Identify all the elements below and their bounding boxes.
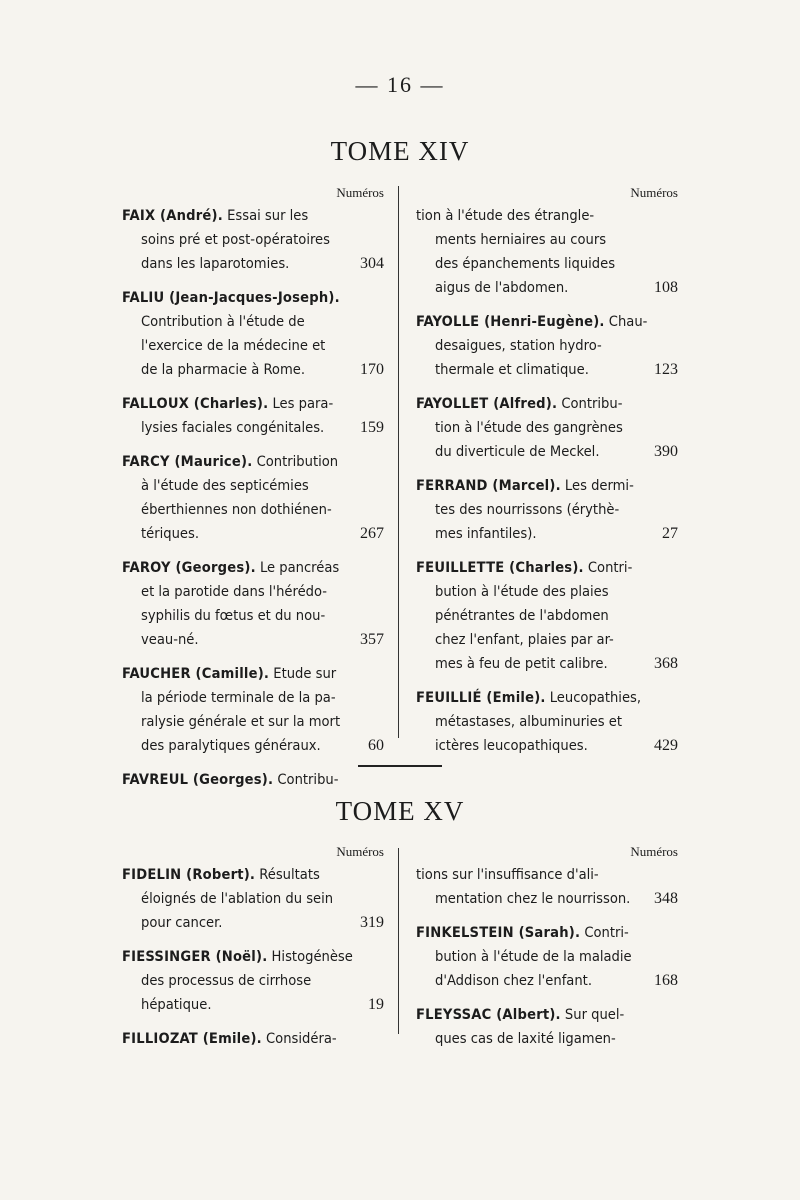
entry-text: Etude sur: [269, 665, 337, 682]
entry-text: ictères leucopathiques.: [435, 737, 588, 754]
entry-text: à l'étude des septicémies: [141, 477, 309, 494]
entry-line: [416, 358, 678, 382]
entry-heading: [122, 768, 338, 792]
entry-text: Contribu-: [557, 395, 623, 412]
entry-text: de la pharmacie à Rome.: [141, 361, 305, 378]
entry-line: [122, 416, 384, 440]
entry-line: [416, 628, 678, 652]
index-entry: [416, 921, 678, 993]
entry-text: l'exercice de la médecine et: [141, 337, 326, 354]
entry-text: Contri-: [580, 924, 629, 941]
entry-line: [122, 863, 384, 887]
thesis-number: 108: [654, 279, 678, 296]
entry-text: thermale et climatique.: [435, 361, 589, 378]
column-divider: [398, 186, 399, 738]
entry-heading: [416, 474, 634, 498]
entry-line: [416, 276, 678, 300]
entry-text: hépatique.: [141, 996, 212, 1013]
entry-text: des processus de cirrhose: [141, 972, 312, 989]
entry-text: et la parotide dans l'hérédo-: [141, 583, 328, 600]
entry-heading: [416, 686, 641, 710]
author-name: FEUILLIÉ (Emile).: [416, 689, 546, 706]
entry-line: [122, 286, 384, 310]
entry-heading: [122, 662, 336, 686]
author-name: FIESSINGER (Noël).: [122, 948, 268, 965]
entry-heading: [122, 204, 308, 228]
entry-text: bution à l'étude des plaies: [435, 583, 609, 600]
index-entry: [122, 768, 384, 792]
entry-text: dans les laparotomies.: [141, 255, 290, 272]
entry-line: [122, 522, 384, 546]
entry-text: Sur quel-: [560, 1006, 625, 1023]
entry-line: [416, 522, 678, 546]
entry-text: ques cas de laxité ligamen-: [435, 1030, 616, 1047]
tome-xiv-right-column: [416, 184, 678, 768]
entry-line: [122, 710, 384, 734]
entry-line: [416, 1027, 678, 1051]
entry-text: éloignés de l'ablation du sein: [141, 890, 334, 907]
tome-xv-title: TOME XV: [335, 796, 465, 826]
index-entry: [416, 204, 678, 300]
author-name: FEUILLETTE (Charles).: [416, 559, 584, 576]
entry-text: Considéra-: [261, 1030, 337, 1047]
entry-line: [122, 450, 384, 474]
entry-line: [122, 768, 384, 792]
entry-heading: [416, 392, 622, 416]
entry-line: [416, 1003, 678, 1027]
entry-heading: [122, 1027, 337, 1051]
entry-text: Essai sur les: [222, 207, 309, 224]
entry-line: [122, 734, 384, 758]
entry-line: [122, 604, 384, 628]
author-name: FAYOLLET (Alfred).: [416, 395, 558, 412]
entry-heading: [416, 310, 647, 334]
thesis-number: 19: [368, 996, 384, 1013]
entry-text: Les dermi-: [560, 477, 634, 494]
entry-text: tion à l'étude des étrangle-: [416, 207, 595, 224]
entry-line: [122, 686, 384, 710]
numeros-header: Numéros: [336, 185, 384, 200]
author-name: FLEYSSAC (Albert).: [416, 1006, 561, 1023]
entry-text: pour cancer.: [141, 914, 223, 931]
entry-text: Contribution à l'étude de: [141, 313, 305, 330]
thesis-number: 348: [654, 890, 678, 907]
entry-text: pénétrantes de l'abdomen: [435, 607, 609, 624]
thesis-number: 429: [654, 737, 678, 754]
entry-text: desaigues, station hydro-: [435, 337, 602, 354]
author-name: FARCY (Maurice).: [122, 453, 253, 470]
entry-line: [122, 662, 384, 686]
page-number: — 16 —: [355, 72, 445, 97]
index-entry: [416, 1003, 678, 1051]
entry-line: [416, 686, 678, 710]
entry-text: veau-né.: [141, 631, 199, 648]
entry-line: [416, 710, 678, 734]
entry-line: [416, 887, 678, 911]
entry-text: aigus de l'abdomen.: [435, 279, 569, 296]
entry-text: lysies faciales congénitales.: [141, 419, 325, 436]
thesis-number: 390: [654, 443, 678, 460]
column-divider: [398, 848, 399, 1034]
thesis-number: 319: [360, 914, 384, 931]
author-name: FALLOUX (Charles).: [122, 395, 269, 412]
entry-line: [122, 228, 384, 252]
entry-line: [416, 652, 678, 676]
entry-line: [416, 604, 678, 628]
entry-heading: [416, 556, 632, 580]
entry-text: Résultats: [255, 866, 320, 883]
entry-text: d'Addison chez l'enfant.: [435, 972, 592, 989]
entry-text: ments herniaires au cours: [435, 231, 607, 248]
author-name: FAUCHER (Camille).: [122, 665, 270, 682]
entry-text: tériques.: [141, 525, 200, 542]
numeros-header: Numéros: [630, 844, 678, 859]
index-entry: [122, 863, 384, 935]
tome-xiv-left-column: [122, 184, 384, 802]
entry-text: Chau-: [604, 313, 648, 330]
entry-text: Les para-: [268, 395, 334, 412]
thesis-number: 357: [360, 631, 384, 648]
index-entry: [416, 686, 678, 758]
tome-xv-right-column: [416, 843, 678, 1061]
entry-text: éberthiennes non dothiénen-: [141, 501, 332, 518]
entry-line: [416, 392, 678, 416]
entry-line: [416, 580, 678, 604]
thesis-number: 267: [360, 525, 384, 542]
index-entry: [122, 286, 384, 382]
entry-line: [122, 580, 384, 604]
author-name: FAVREUL (Georges).: [122, 771, 274, 788]
entry-line: [122, 628, 384, 652]
entry-line: [122, 204, 384, 228]
entry-line: [122, 887, 384, 911]
index-entry: [416, 863, 678, 911]
entry-text: Contribu-: [273, 771, 339, 788]
entry-text: des paralytiques généraux.: [141, 737, 321, 754]
index-entry: [416, 556, 678, 676]
entry-heading: [122, 863, 320, 887]
entry-line: [122, 911, 384, 935]
entry-text: mes infantiles).: [435, 525, 537, 542]
entry-line: [416, 252, 678, 276]
entry-text: Contribution: [252, 453, 339, 470]
entry-text: Contri-: [583, 559, 633, 576]
entry-text: tions sur l'insuffisance d'ali-: [416, 866, 599, 883]
entry-heading: [416, 921, 629, 945]
entry-line: [416, 440, 678, 464]
entry-text: Leucopathies,: [545, 689, 642, 706]
entry-line: [122, 556, 384, 580]
entry-line: [122, 969, 384, 993]
tome-xv-left-column: [122, 843, 384, 1061]
entry-line: [416, 734, 678, 758]
thesis-number: 60: [368, 737, 384, 754]
entry-line: [122, 252, 384, 276]
index-entry: [122, 662, 384, 758]
entry-line: [122, 498, 384, 522]
index-entry: [416, 392, 678, 464]
thesis-number: 27: [662, 525, 678, 542]
index-entry: [122, 1027, 384, 1051]
author-name: FAIX (André).: [122, 207, 223, 224]
entry-text: soins pré et post-opératoires: [141, 231, 330, 248]
entry-heading: [122, 450, 338, 474]
entry-line: [416, 921, 678, 945]
entry-line: [416, 863, 678, 887]
entry-text: métastases, albuminuries et: [435, 713, 622, 730]
author-name: FAYOLLE (Henri-Eugène).: [416, 313, 605, 330]
entry-line: [416, 204, 678, 228]
entry-text: des épanchements liquides: [435, 255, 616, 272]
index-entry: [122, 204, 384, 276]
entry-text: mentation chez le nourrisson.: [435, 890, 631, 907]
entry-text: syphilis du fœtus et du nou-: [141, 607, 326, 624]
thesis-number: 123: [654, 361, 678, 378]
entry-text: tion à l'étude des gangrènes: [435, 419, 623, 436]
entry-text: ralysie générale et sur la mort: [141, 713, 341, 730]
entry-line: [122, 310, 384, 334]
entry-line: [416, 228, 678, 252]
index-entry: [416, 310, 678, 382]
index-entry: [122, 450, 384, 546]
entry-line: [416, 556, 678, 580]
entry-text: tes des nourrissons (érythè-: [435, 501, 620, 518]
author-name: FERRAND (Marcel).: [416, 477, 561, 494]
author-name: FALIU (Jean-Jacques-Joseph).: [122, 289, 340, 306]
entry-line: [416, 416, 678, 440]
tome-xiv-title: TOME XIV: [330, 136, 470, 166]
entry-heading: [122, 945, 353, 969]
entry-line: [122, 392, 384, 416]
thesis-number: 368: [654, 655, 678, 672]
entry-line: [416, 474, 678, 498]
entry-text: du diverticule de Meckel.: [435, 443, 600, 460]
entry-heading: [122, 556, 339, 580]
entry-text: bution à l'étude de la maladie: [435, 948, 632, 965]
entry-text: Histogénèse: [267, 948, 353, 965]
entry-line: [122, 993, 384, 1017]
thesis-number: 304: [360, 255, 384, 272]
entry-heading: [122, 392, 333, 416]
entry-text: mes à feu de petit calibre.: [435, 655, 608, 672]
entry-line: [122, 358, 384, 382]
thesis-number: 159: [360, 419, 384, 436]
index-entry: [122, 556, 384, 652]
entry-line: [416, 334, 678, 358]
entry-text: chez l'enfant, plaies par ar-: [435, 631, 614, 648]
entry-line: [122, 334, 384, 358]
numeros-header: Numéros: [630, 185, 678, 200]
entry-line: [122, 1027, 384, 1051]
thesis-number: 170: [360, 361, 384, 378]
index-entry: [416, 474, 678, 546]
author-name: FINKELSTEIN (Sarah).: [416, 924, 581, 941]
entry-line: [416, 310, 678, 334]
entry-line: [122, 945, 384, 969]
author-name: FILLIOZAT (Emile).: [122, 1030, 262, 1047]
index-entry: [122, 392, 384, 440]
entry-line: [416, 969, 678, 993]
entry-line: [416, 945, 678, 969]
index-entry: [122, 945, 384, 1017]
thesis-number: 168: [654, 972, 678, 989]
entry-line: [416, 498, 678, 522]
entry-text: la période terminale de la pa-: [141, 689, 336, 706]
entry-heading: [416, 1003, 624, 1027]
author-name: FIDELIN (Robert).: [122, 866, 256, 883]
entry-text: Le pancréas: [255, 559, 340, 576]
author-name: FAROY (Georges).: [122, 559, 256, 576]
numeros-header: Numéros: [336, 844, 384, 859]
entry-line: [122, 474, 384, 498]
section-separator: [358, 765, 442, 767]
